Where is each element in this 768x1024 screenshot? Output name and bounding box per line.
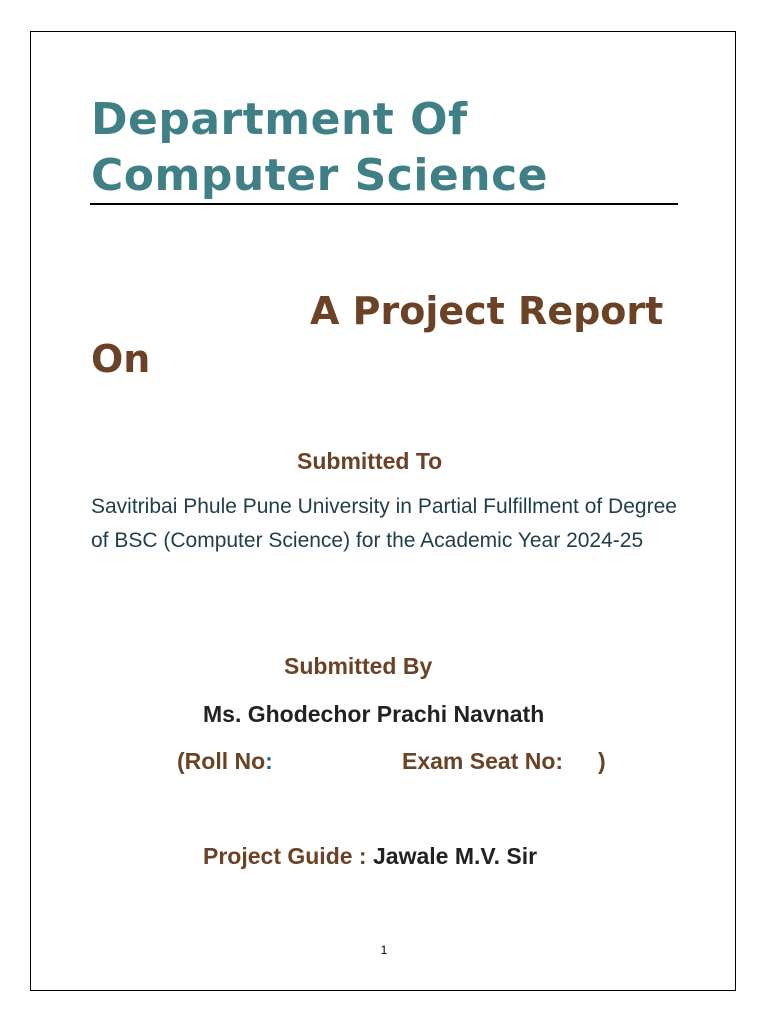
student-name: Ms. Ghodechor Prachi Navnath xyxy=(203,701,545,727)
university-text: Savitribai Phule Pune University in Partial Fulfillment of Degree of BSC (Computer Science) for the Academic Year 2024-25 xyxy=(91,495,677,552)
report-title-line2: On xyxy=(91,337,151,381)
title-underline xyxy=(90,203,678,205)
roll-label-colon: : xyxy=(265,748,273,774)
department-title-line2: Computer Science xyxy=(91,150,549,201)
project-guide-name: Jawale M.V. Sir xyxy=(372,843,538,869)
roll-close-paren: ) xyxy=(598,748,606,774)
project-guide-line xyxy=(203,841,537,871)
report-title-line1: A Project Report xyxy=(310,289,664,333)
submitted-to-heading: Submitted To xyxy=(297,448,443,474)
exam-seat-label: Exam Seat No: xyxy=(402,748,564,774)
department-title xyxy=(91,92,681,204)
roll-number-label xyxy=(177,746,273,776)
department-title-line1: Department Of xyxy=(91,94,468,145)
submitted-by-heading: Submitted By xyxy=(284,653,433,679)
project-guide-label: Project Guide : xyxy=(203,843,373,869)
page-number: 1 xyxy=(380,943,388,957)
roll-label-text: (Roll No xyxy=(177,748,266,774)
